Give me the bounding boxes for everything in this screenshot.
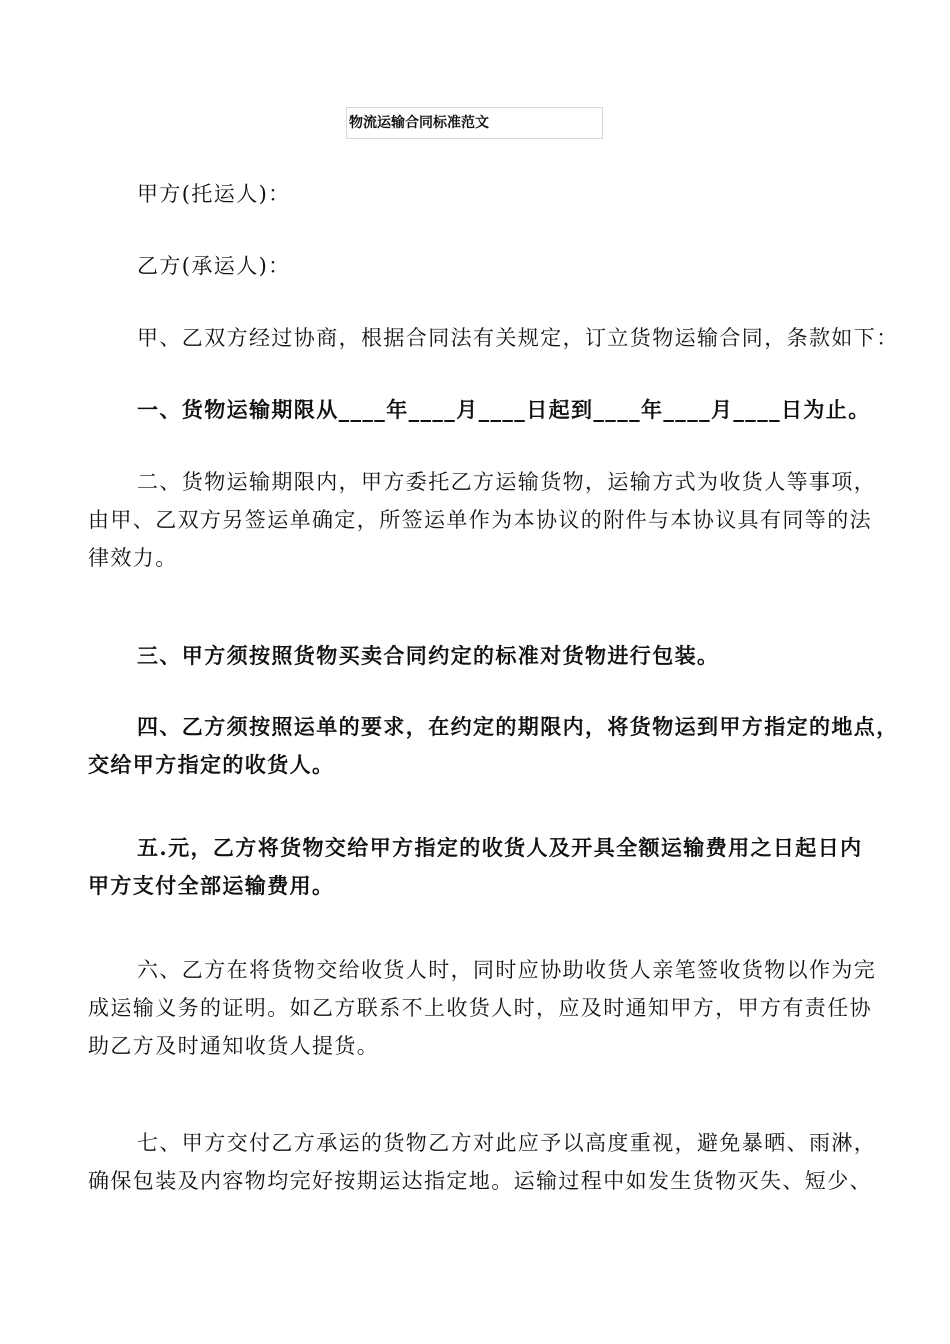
- clause-7-line: 七、甲方交付乙方承运的货物乙方对此应予以高度重视，避免暴晒、雨淋，: [137, 1131, 877, 1155]
- clause-5-line: 甲方支付全部运输费用。: [88, 873, 335, 898]
- party-a-line: 甲方(托运人)：: [137, 182, 291, 206]
- clause-4-line: 交给甲方指定的收货人。: [88, 752, 335, 777]
- clause-2-line: 律效力。: [88, 546, 178, 570]
- document-title: 物流运输合同标准范文: [346, 107, 603, 139]
- intro-paragraph: 甲、乙双方经过协商，根据合同法有关规定，订立货物运输合同，条款如下：: [137, 326, 899, 350]
- clause-6-line: 助乙方及时通知收货人提货。: [88, 1034, 380, 1058]
- clause-2-line: 由甲、乙双方另签运单确定，所签运单作为本协议的附件与本协议具有同等的法: [88, 508, 872, 532]
- clause-1: 一、货物运输期限从____年____月____日起到____年____月____日为止。: [137, 397, 871, 422]
- clause-4-line: 四、乙方须按照运单的要求，在约定的期限内，将货物运到甲方指定的地点，: [137, 714, 899, 739]
- clause-5-line: 五.元，乙方将货物交给甲方指定的收货人及开具全额运输费用之日起日内: [137, 835, 863, 860]
- clause-2-line: 二、货物运输期限内，甲方委托乙方运输货物，运输方式为收货人等事项，: [137, 470, 877, 494]
- clause-7-line: 确保包装及内容物均完好按期运达指定地。运输过程中如发生货物灭失、短少、: [88, 1169, 872, 1193]
- clause-6-line: 六、乙方在将货物交给收货人时，同时应协助收货人亲笔签收货物以作为完: [137, 958, 877, 982]
- clause-3: 三、甲方须按照货物买卖合同约定的标准对货物进行包装。: [137, 643, 720, 668]
- clause-5: [88, 829, 878, 905]
- clause-6-line: 成运输义务的证明。如乙方联系不上收货人时，应及时通知甲方，甲方有责任协: [88, 996, 872, 1020]
- clause-7: [88, 1124, 878, 1200]
- clause-4: [88, 708, 899, 784]
- clause-6: [88, 951, 878, 1065]
- clause-2: [88, 463, 878, 577]
- party-b-line: 乙方(承运人)：: [137, 254, 291, 278]
